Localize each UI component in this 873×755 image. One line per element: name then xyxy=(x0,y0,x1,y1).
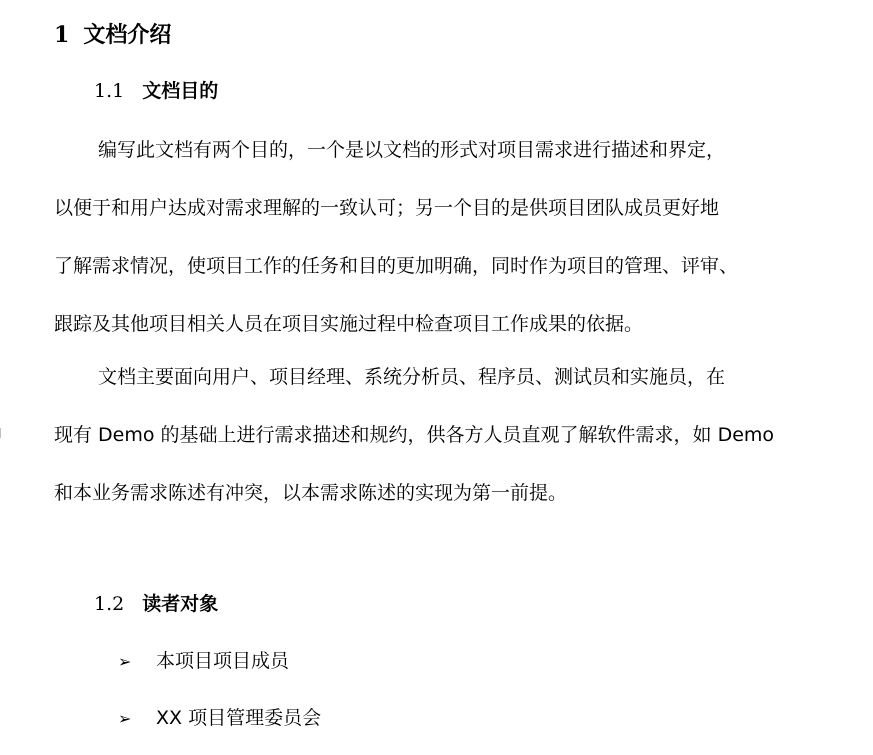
paragraph-line: 文档主要面向用户、项目经理、系统分析员、程序员、测试员和实施员，在 xyxy=(98,366,726,388)
paragraph-line: 了解需求情况，使项目工作的任务和目的更加明确，同时作为项目的管理、评审、 xyxy=(54,255,739,277)
list-item-text: 本项目项目成员 xyxy=(156,650,290,672)
paragraph-line: 跟踪及其他项目相关人员在项目实施过程中检查项目工作成果的依据。 xyxy=(54,313,644,335)
heading-title: 文档介绍 xyxy=(83,23,172,48)
heading-title: 文档目的 xyxy=(142,80,219,102)
paragraph-line: 编写此文档有两个目的，一个是以文档的形式对项目需求进行描述和界定， xyxy=(98,139,726,161)
paragraph-line: 现有 Demo 的基础上进行需求描述和规约，供各方人员直观了解软件需求，如 Demo xyxy=(54,424,775,446)
bullet-arrow-icon: ➢ xyxy=(118,652,132,671)
paragraph-line: 以便于和用户达成对需求理解的一致认可；另一个目的是供项目团队成员更好地 xyxy=(54,197,720,219)
heading-section-1-2 xyxy=(94,589,218,619)
purpose-paragraph xyxy=(54,121,814,353)
bullet-arrow-icon: ➢ xyxy=(118,709,132,728)
heading-number: 1.1 xyxy=(94,80,125,102)
paragraph-line: 和本业务需求陈述有冲突，以本需求陈述的实现为第一前提。 xyxy=(54,482,568,504)
audience-paragraph xyxy=(54,348,814,522)
list-item-text: XX 项目管理委员会 xyxy=(156,707,322,729)
heading-section-1 xyxy=(54,18,171,53)
margin-mark xyxy=(0,428,1,438)
heading-number: 1.2 xyxy=(94,593,125,615)
heading-title: 读者对象 xyxy=(142,593,219,615)
heading-number: 1 xyxy=(54,22,70,48)
heading-section-1-1 xyxy=(94,76,218,106)
list-item xyxy=(118,703,321,734)
list-item xyxy=(118,646,289,677)
